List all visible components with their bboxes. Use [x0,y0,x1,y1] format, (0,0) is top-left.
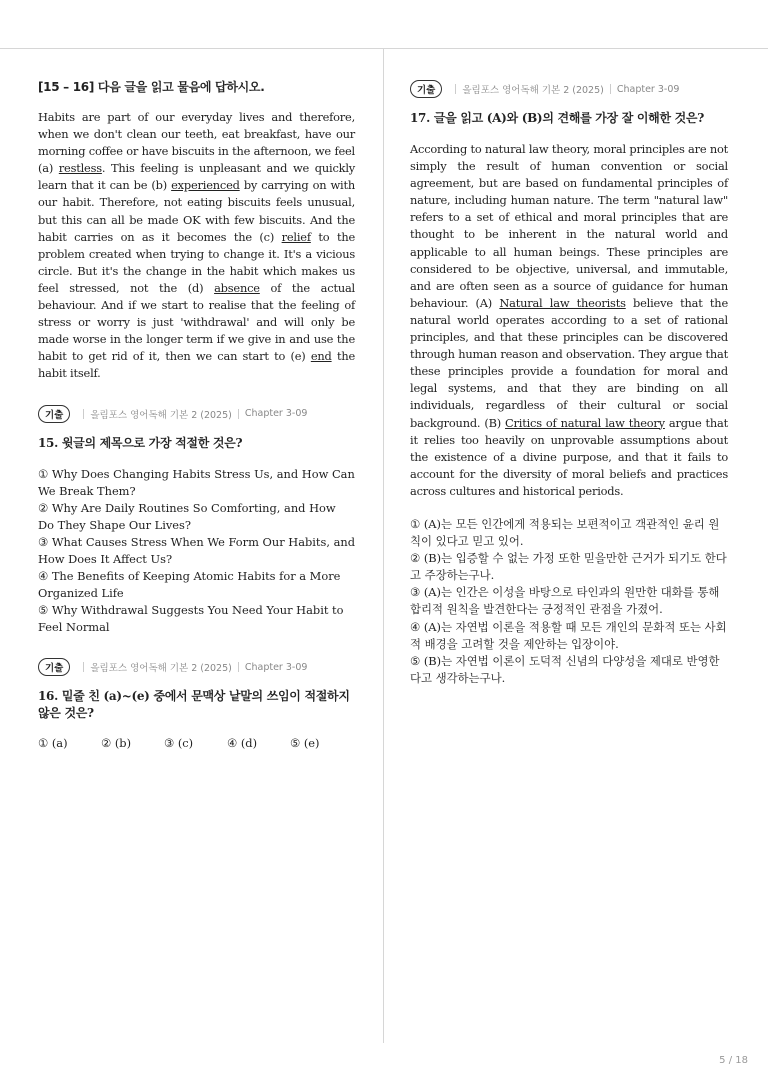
q15-source-row [38,405,355,423]
column-divider [383,48,384,1043]
q15-option-4[interactable]: ④ The Benefits of Keeping Atomic Habits for a More Organized Life [38,569,341,601]
passage-text: . This feeling is unpleasant and we quickly learn that it can be (b) [38,161,356,193]
q17-option-3[interactable]: ③ (A)는 인간은 이성을 바탕으로 타인과의 원만한 대화를 통해 합리적 원칙을 발견한다는 긍정적인 관점을 가졌어. [410,585,720,617]
chapter-label: Chapter 3-09 [616,83,680,95]
underlined-word: relief [281,229,311,244]
source-label: 올림포스 영어독해 기본 2 (2025) [90,409,232,421]
q16-option-2[interactable]: ② (b) [101,736,132,751]
q17-source-row [410,80,728,98]
source-label: 올림포스 영어독해 기본 2 (2025) [90,663,232,675]
tag-separator [610,84,611,94]
q16-option-1[interactable]: ① (a) [38,736,68,751]
passage-natural-law [410,141,728,500]
tag-separator [83,409,84,419]
page-number: 5 / 18 [719,1055,748,1066]
exam-badge: 기출 [38,658,70,676]
q15-options [38,466,355,637]
q16-title: 16. 밑줄 친 (a)~(e) 중에서 문맥상 낱말의 쓰임이 적절하지 않은 것은? [38,689,350,721]
section-header: [15 – 16] 다음 글을 읽고 물음에 답하시오. [38,80,265,94]
chapter-label: Chapter 3-09 [244,661,308,673]
exam-badge: 기출 [38,405,70,423]
q17-option-4[interactable]: ④ (A)는 자연법 이론을 적용할 때 모든 개인의 문화적 또는 사회적 배경을 고려할 것을 제안하는 입장이야. [410,619,727,651]
q17-option-2[interactable]: ② (B)는 입증할 수 없는 가정 또한 믿을만한 근거가 되기도 한다고 주장하는구나. [410,551,727,583]
q17-option-1[interactable]: ① (A)는 모든 인간에게 적용되는 보편적이고 객관적인 윤리 원칙이 있다고 믿고 있어. [410,516,720,549]
passage-text: by carrying on with our habit. Therefore, not eating biscuits feels unusual, but this can all be made OK with few biscuits. And the habit carries on as it becomes the (c) [38,178,355,244]
q16-source-row [38,658,355,676]
underlined-word: end [310,349,332,364]
chapter-label: Chapter 3-09 [244,408,308,419]
q16-option-3[interactable]: ③ (c) [164,736,194,751]
tag-separator [83,662,84,672]
q16-options [38,736,355,750]
right-column [410,80,728,687]
q15-option-3[interactable]: ③ What Causes Stress When We Form Our Habits, and How Does It Affect Us? [38,534,356,566]
passage-text: Habits are part of our everyday lives and therefore, when we don't clean our teeth, eat breakfast, have our morning coffee or have biscuits in the afternoon, we feel (a) [38,110,355,176]
source-label: 올림포스 영어독해 기본 2 (2025) [462,85,604,96]
q17-options [410,516,728,687]
passage-habits [38,109,355,383]
left-column [38,78,355,750]
passage-text: the habit itself. [38,349,355,381]
passage-text: of the actual behaviour. And if we start to realise that the feeling of stress or worry is just 'withdrawal' and will only be made worse in the longer term if we give in and use the habit to get rid of it, then we can start to (e) [38,280,355,364]
exam-badge: 기출 [410,80,442,98]
q15-option-5[interactable]: ⑤ Why Withdrawal Suggests You Need Your Habit to Feel Normal [38,603,344,635]
passage-text: to the problem created when trying to change it. It's a vicious circle. But it's the change in the habit which makes us feel stressed, not the (d) [38,229,355,295]
q15-title: 15. 윗글의 제목으로 가장 적절한 것은? [38,435,243,450]
top-rule [0,48,768,49]
passage-text: argue that it relies too heavily on unprovable assumptions about the existence of a divine purpose, and that it fails to account for the diversity of moral beliefs and practices across cultures and historical periods. [410,415,728,498]
q15-option-2[interactable]: ② Why Are Daily Routines So Comforting, and How Do They Shape Our Lives? [38,500,336,532]
underlined-word: absence [214,280,260,295]
underlined-word: Natural law theorists [499,295,626,310]
tag-separator [238,662,239,672]
q15-option-1[interactable]: ① Why Does Changing Habits Stress Us, and How Can We Break Them? [38,466,355,498]
passage-text: believe that the natural world operates according to a set of rational principles, and that these principles can be discovered through human reason and observation. They argue that these principles provide a foundation for moral and legal systems, and that they are binding on all individuals, regardless of their cultural or social background. (B) [410,295,728,430]
q17-title: 17. 글을 읽고 (A)와 (B)의 견해를 가장 잘 이해한 것은? [410,111,704,125]
q17-option-5[interactable]: ⑤ (B)는 자연법 이론이 도덕적 신념의 다양성을 제대로 반영한다고 생각하는구나. [410,653,720,685]
q16-option-5[interactable]: ⑤ (e) [290,736,320,751]
underlined-word: experienced [171,178,240,193]
tag-separator [238,409,239,419]
tag-separator [455,84,456,94]
passage-text: According to natural law theory, moral principles are not simply the result of human convention or social agreement, but are based on fundamental principles of nature, including human nature. The term "natural law" refers to a set of ethical and moral principles that are thought to be inherent in the natural world and applicable to all human beings. These principles are considered to be objective, universal, and immutable, and are often seen as a source of guidance for human behaviour. (A) [410,142,728,310]
underlined-word: Critics of natural law theory [505,415,665,430]
underlined-word: restless [58,161,102,176]
q16-option-4[interactable]: ④ (d) [227,736,258,751]
